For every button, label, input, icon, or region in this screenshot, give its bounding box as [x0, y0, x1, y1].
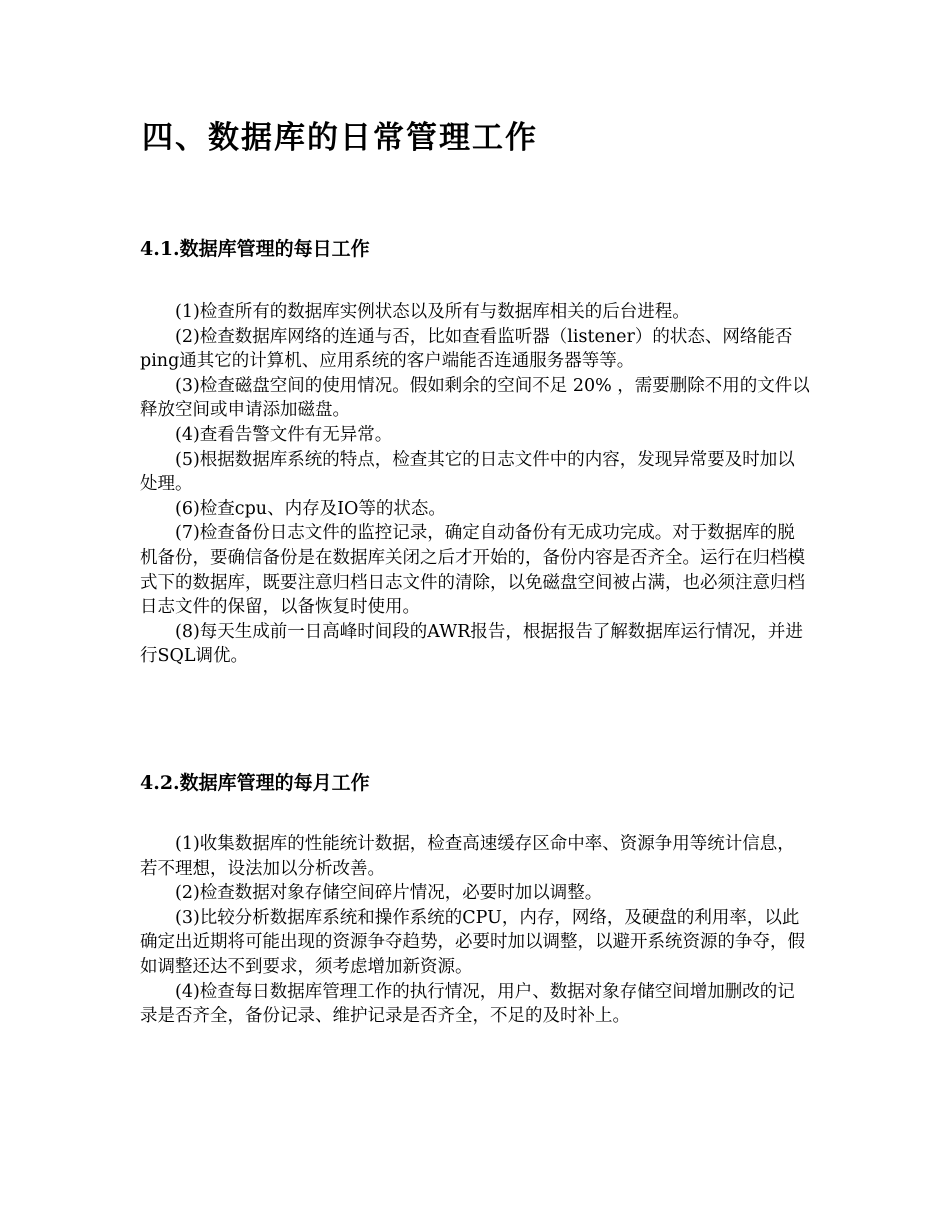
daily-tasks-list	[140, 300, 812, 669]
list-item: (8)每天生成前一日高峰时间段的AWR报告，根据报告了解数据库运行情况，并进行SQL调优。	[140, 621, 803, 667]
list-item: (4)查看告警文件有无异常。	[175, 424, 393, 445]
list-item: (3)比较分析数据库系统和操作系统的CPU，内存，网络，及硬盘的利用率，以此确定出近期将可能出现的资源争夺趋势，必要时加以调整，以避开系统资源的争夺，假如调整还达不到要求，须考虑增加新资源。	[140, 907, 805, 977]
list-item: (5)根据数据库系统的特点，检查其它的日志文件中的内容，发现异常要及时加以处理。	[140, 449, 795, 495]
section-heading-monthly: 4.2.数据库管理的每月工作	[140, 772, 370, 794]
list-item: (3)检查磁盘空间的使用情况。假如剩余的空间不足 20% ，需要删除不用的文件以释放空间或申请添加磁盘。	[140, 375, 810, 421]
list-item: (2)检查数据库网络的连通与否，比如查看监听器（listener）的状态、网络能否ping通其它的计算机、应用系统的客户端能否连通服务器等等。	[140, 326, 793, 372]
list-item: (2)检查数据对象存储空间碎片情况，必要时加以调整。	[175, 883, 603, 904]
list-item: (7)检查备份日志文件的监控记录，确定自动备份有无成功完成。对于数据库的脱机备份，要确信备份是在数据库关闭之后才开始的，备份内容是否齐全。运行在归档模式下的数据库，既要注意归档日志文件的清除，以免磁盘空间被占满，也必须注意归档日志文件的保留，以备恢复时使用。	[140, 523, 805, 618]
list-item: (1)检查所有的数据库实例状态以及所有与数据库相关的后台进程。	[175, 302, 690, 322]
page-title: 四、数据库的日常管理工作	[142, 120, 538, 156]
list-item: (4)检查每日数据库管理工作的执行情况，用户、数据对象存储空间增加删改的记录是否齐全，备份记录、维护记录是否齐全，不足的及时补上。	[140, 981, 795, 1027]
list-item: (1)收集数据库的性能统计数据，检查高速缓存区命中率、资源争用等统计信息，若不理想，设法加以分析改善。	[140, 834, 795, 879]
list-item: (6)检查cpu、内存及IO等的状态。	[175, 498, 446, 519]
monthly-tasks-list	[140, 832, 812, 1029]
section-heading-daily: 4.1.数据库管理的每日工作	[140, 238, 370, 260]
